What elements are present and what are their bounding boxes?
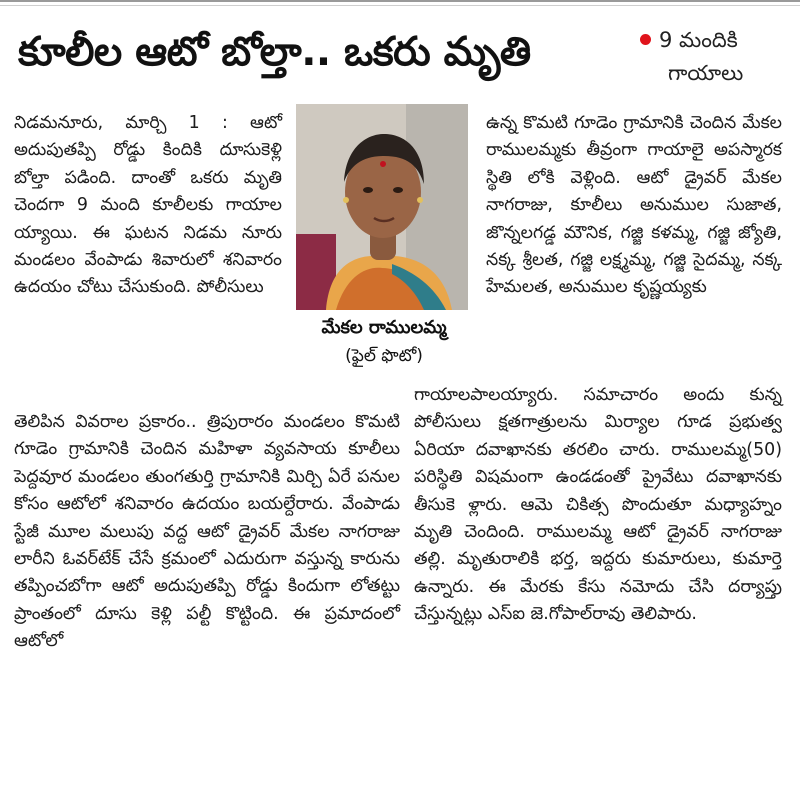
article-column-right-bottom bbox=[414, 382, 782, 629]
article-column-left-bottom bbox=[14, 409, 400, 656]
subhead-line2: గాయాలు bbox=[668, 61, 744, 85]
article-paragraph: నిడమనూరు, మార్చి 1 : ఆటో అదుపుతప్పి రోడ్డు కిందికి దూసుకెళ్లి బోల్తా పడింది. దాంతో ఒకరు మృతి చెందగా 9 మంది కూలీలకు గాయాల య్యాయి. ఈ ఘటన నిడమ నూరు మండలం వేంపాడు శివారులో శనివారం ఉదయం చోటు చేసుకుంది. పోలీసులు bbox=[14, 113, 282, 298]
top-rule bbox=[0, 0, 800, 6]
caption-file-photo: (ఫైల్ ఫొటో) bbox=[345, 346, 423, 366]
article-column-right-top bbox=[486, 110, 782, 302]
portrait-photo bbox=[296, 104, 468, 310]
article-column-left-top bbox=[14, 110, 282, 302]
portrait-illustration bbox=[296, 104, 468, 310]
subhead bbox=[640, 24, 790, 90]
headline: కూలీల ఆటో బోల్తా.. ఒకరు మృతి bbox=[18, 29, 531, 75]
subhead-line1: 9 మందికి bbox=[659, 28, 738, 52]
article-paragraph: ఉన్న కొమటి గూడెం గ్రామానికి చెందిన మేకల రాములమ్మకు తీవ్రంగా గాయాలై అపస్మారక స్థితి లోకి వెళ్లింది. ఆటో డ్రైవర్ మేకల నాగరాజు, కూలీలు అనుముల సుజాత, జొన్నలగడ్డ మౌనిక, గజ్జి కళమ్మ, గజ్జి జ్యోతి, నక్క శ్రీలత, గజ్జి లక్ష్మమ్మ, గజ్జి సైదమ్మ, నక్క హేమలత, అనుముల కృష్ణయ్యకు bbox=[486, 113, 782, 298]
red-bullet-icon bbox=[640, 34, 651, 45]
photo-caption bbox=[296, 314, 472, 370]
article-paragraph: తెలిపిన వివరాల ప్రకారం.. త్రిపురారం మండలం కొమటి గూడెం గ్రామానికి చెందిన మహిళా వ్యవసాయ కూలీలు పెద్దవూర మండలం తుంగతుర్తి గ్రామానికి మిర్చి ఏరే పనుల కోసం ఆటోలో శనివారం ఉదయం బయల్దేరారు. వేంపాడు స్టేజీ మూల మలుపు వద్ద ఆటో డ్రైవర్ మేకల నాగరాజు లారీని ఓవర్‌టేక్ చేసే క్రమంలో ఎదురుగా వస్తున్న కారును తప్పించబోగా ఆటో అదుపుతప్పి రోడ్డు కిందుగా లోతట్టు ప్రాంతంలో దూసు కెళ్లి పల్టీ కొట్టింది. ఈ ప్రమాదంలో ఆటోలో bbox=[14, 412, 400, 652]
caption-name: మేకల రాములమ్మ bbox=[321, 317, 447, 338]
article-paragraph: గాయాలపాలయ్యారు. సమాచారం అందు కున్న పోలీసులు క్షతగాత్రులను మిర్యాల గూడ ప్రభుత్వ ఏరియా దవాఖానకు తరలిం చారు. రాములమ్మ(50) పరిస్థితి విషమంగా ఉండడంతో ప్రైవేటు దవాఖానకు తీసుకె ళ్లారు. ఆమె చికిత్స పొందుతూ మధ్యాహ్నం మృతి చెందింది. రాములమ్మ ఆటో డ్రైవర్ నాగరాజు తల్లి. మృతురాలికి భర్త, ఇద్దరు కుమారులు, కుమార్తె ఉన్నారు. ఈ మేరకు కేసు నమోదు చేసి దర్యాప్తు చేస్తున్నట్లు ఎస్ఐ జె.గోపాల్‌రావు తెలిపారు. bbox=[414, 385, 782, 625]
